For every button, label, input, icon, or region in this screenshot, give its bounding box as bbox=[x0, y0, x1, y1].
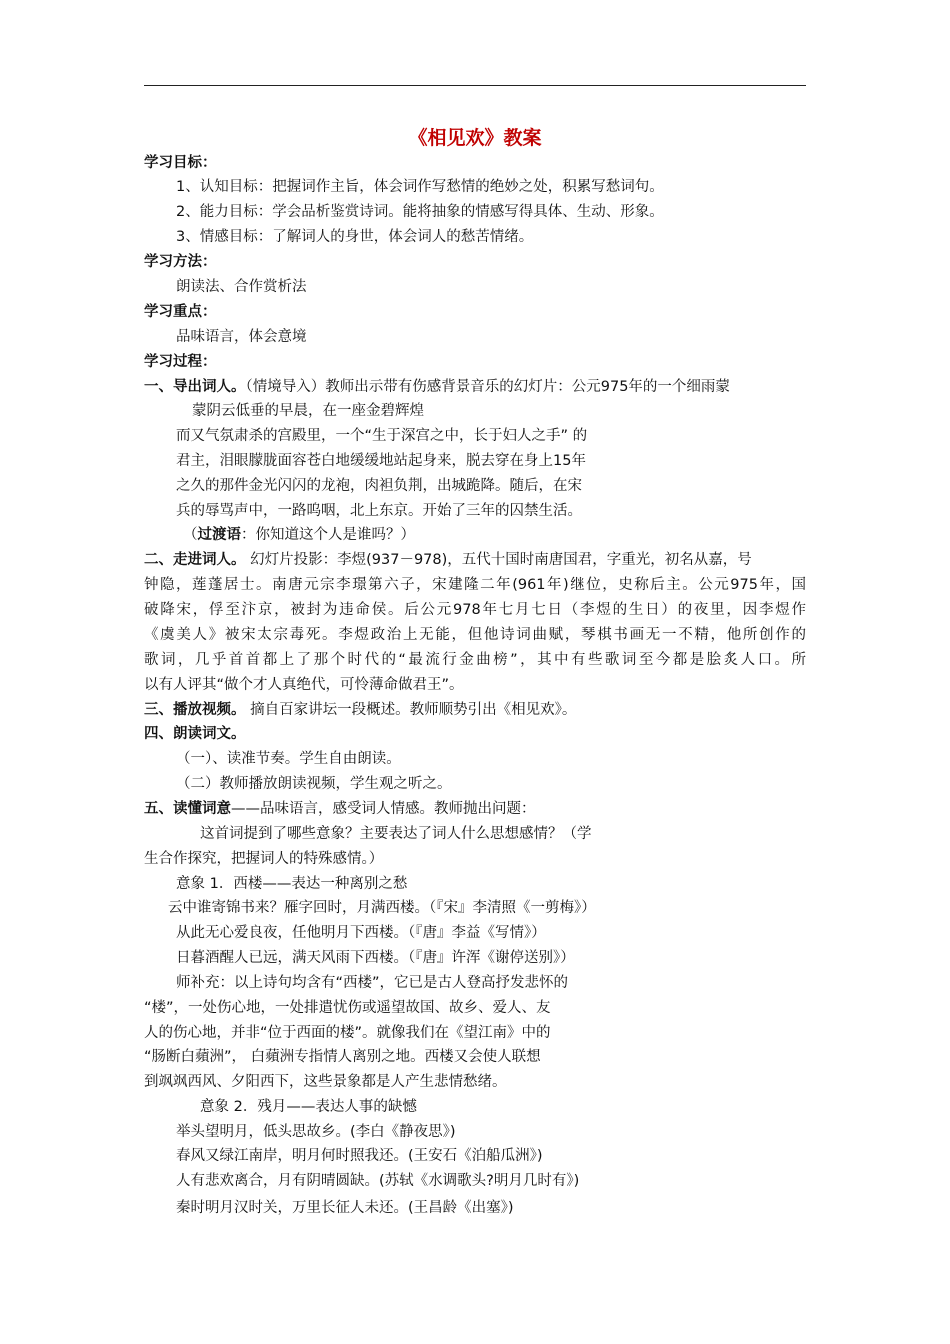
section-2-line-6: 以有人评其“做个才人真绝代，可怜薄命做君王”。 bbox=[144, 677, 464, 693]
section-1-line-2: 蒙阴云低垂的早晨，在一座金碧辉煌 bbox=[192, 403, 424, 419]
goal-item-3: 3、情感目标：了解词人的身世，体会词人的愁苦情绪。 bbox=[176, 229, 534, 245]
section-2-line-2: 钟隐，莲蓬居士。南唐元宗李璟第六子，宋建隆二年(961年)继位，史称后主。公元975年，国 bbox=[144, 577, 806, 593]
image-1-poem-1: 云中谁寄锦书来？雁字回时，月满西楼。（『宋』李清照《一剪梅》） bbox=[168, 900, 596, 916]
image-2-poem-4: 秦时明月汉时关，万里长征人未还。(王昌龄《出塞》) bbox=[176, 1200, 514, 1216]
image-1-note-3: 人的伤心地，并非“位于西面的楼”。就像我们在《望江南》中的 bbox=[144, 1025, 551, 1041]
image-1-note-1: 师补充：以上诗句均含有“西楼”，它已是古人登高抒发悲怀的 bbox=[176, 975, 569, 991]
image-2-title: 意象 2．残月——表达人事的缺憾 bbox=[200, 1099, 417, 1115]
image-1-poem-3: 日暮酒醒人已远，满天风雨下西楼。（『唐』许浑《谢停送别》） bbox=[176, 950, 575, 966]
section-2-line-5: 歌词，几乎首首都上了那个时代的“最流行金曲榜”，其中有些歌词至今都是脍炙人口。所 bbox=[144, 652, 806, 668]
image-1-poem-2: 从此无心爱良夜，任他明月下西楼。（『唐』李益《写情》） bbox=[176, 925, 546, 941]
section-4-item-2: （二）教师播放朗读视频，学生观之听之。 bbox=[176, 776, 452, 792]
section-1-line-4: 君主，泪眼朦胧面容苍白地缓缓地站起身来，脱去穿在身上15年 bbox=[176, 453, 586, 469]
section-1-line-1: 一、导出词人。（情境导入）教师出示带有伤感背景音乐的幻灯片：公元975年的一个细雨蒙 bbox=[144, 379, 730, 395]
section-4-label: 四、朗读词文。 bbox=[144, 726, 246, 742]
section-3-label: 三、播放视频。 bbox=[144, 702, 246, 718]
section-1-line-6: 兵的辱骂声中，一路呜咽，北上东京。开始了三年的囚禁生活。 bbox=[176, 503, 582, 519]
goal-item-1: 1、认知目标：把握词作主旨，体会词作写愁情的绝妙之处，积累写愁词句。 bbox=[176, 179, 664, 195]
page-title: 《相见欢》教案 bbox=[408, 127, 542, 149]
methods-text: 朗读法、合作赏析法 bbox=[176, 279, 307, 295]
section-1-line-3: 而又气氛肃杀的宫殿里，一个“生于深宫之中，长于妇人之手” 的 bbox=[176, 428, 588, 444]
image-1-note-2: “楼”，一处伤心地，一处排遣忧伤或遥望故国、故乡、爱人、友 bbox=[144, 1000, 551, 1016]
image-1-title: 意象 1．西楼——表达一种离别之愁 bbox=[176, 876, 408, 892]
image-2-poem-3: 人有悲欢离合，月有阴晴圆缺。(苏轼《水调歌头?明月几时有》) bbox=[176, 1173, 580, 1189]
section-5-label: 五、读懂词意 bbox=[144, 801, 231, 817]
question-line-1: 这首词提到了哪些意象？主要表达了词人什么思想感情？（学 bbox=[200, 826, 592, 842]
section-4-item-1: （一）、读准节奏。学生自由朗读。 bbox=[176, 751, 401, 767]
methods-heading: 学习方法： bbox=[144, 254, 217, 270]
section-2-line-1: 二、走进词人。 幻灯片投影：李煜(937－978)，五代十国时南唐国君，字重光，初名从嘉，号 bbox=[144, 552, 752, 568]
goal-item-2: 2、能力目标：学会品析鉴赏诗词。能将抽象的情感写得具体、生动、形象。 bbox=[176, 204, 664, 220]
section-2-label: 二、走进词人。 bbox=[144, 552, 246, 568]
section-3-line: 三、播放视频。 摘自百家讲坛一段概述。教师顺势引出《相见欢》。 bbox=[144, 702, 577, 718]
transition-label: 过渡语 bbox=[197, 527, 241, 543]
header-rule bbox=[144, 85, 806, 86]
image-2-poem-2: 春风又绿江南岸，明月何时照我还。(王安石《泊船瓜洲》) bbox=[176, 1148, 543, 1164]
section-2-line-4: 《虞美人》被宋太宗毒死。李煜政治上无能，但他诗词曲赋，琴棋书画无一不精，他所创作的 bbox=[144, 627, 806, 643]
section-5-line: 五、读懂词意——品味语言，感受词人情感。教师抛出问题： bbox=[144, 801, 536, 817]
image-2-poem-1: 举头望明月，低头思故乡。(李白《静夜思》) bbox=[176, 1124, 456, 1140]
focus-text: 品味语言，体会意境 bbox=[176, 329, 307, 345]
process-heading: 学习过程： bbox=[144, 354, 217, 370]
section-1-line-5: 之久的那件金光闪闪的龙袍，肉袒负荆，出城跪降。随后，在宋 bbox=[176, 478, 582, 494]
focus-heading: 学习重点： bbox=[144, 304, 217, 320]
image-1-note-4: “肠断白蘋洲”， 白蘋洲专指情人离别之地。西楼又会使人联想 bbox=[144, 1049, 541, 1065]
section-2-line-3: 破降宋，俘至汴京，被封为违命侯。后公元978年七月七日（李煜的生日）的夜里，因李煜作 bbox=[144, 602, 806, 618]
transition-line: （过渡语：你知道这个人是谁吗？） bbox=[183, 527, 415, 543]
goals-heading: 学习目标： bbox=[144, 155, 217, 171]
question-line-2: 生合作探究，把握词人的特殊感情。） bbox=[144, 851, 384, 867]
image-1-note-5: 到飒飒西风、夕阳西下，这些景象都是人产生悲情愁绪。 bbox=[144, 1074, 507, 1090]
section-1-label: 一、导出词人。 bbox=[144, 379, 246, 395]
